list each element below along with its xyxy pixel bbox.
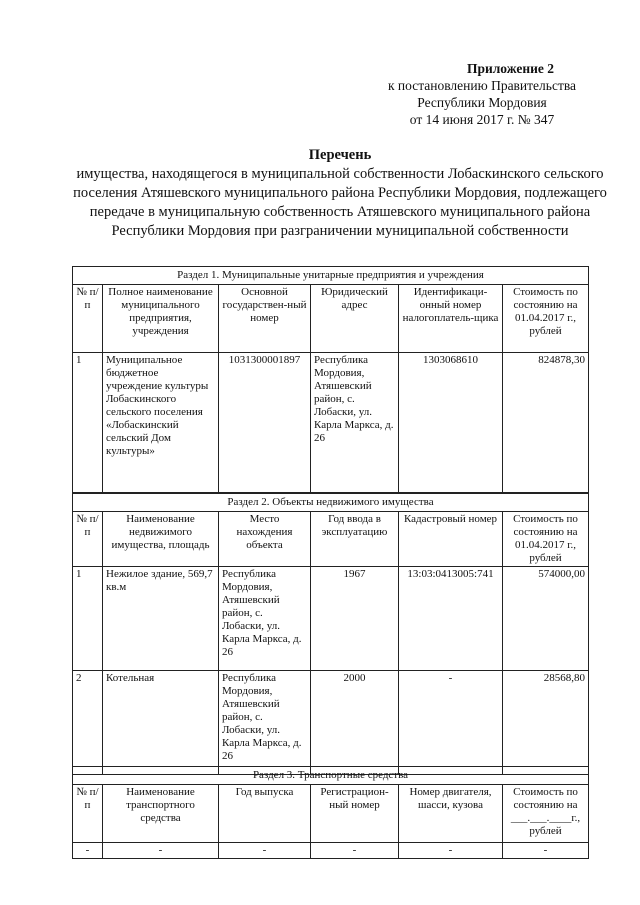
section-2-title: Раздел 2. Объекты недвижимого имущества <box>73 494 589 512</box>
table-cell: 1031300001897 <box>219 353 311 493</box>
table-cell: Республика Мордовия, Атяшевский район, с. Лобаски, ул. Карла Маркса, д. 26 <box>219 567 311 671</box>
table-header: Наименование недвижимого имущества, площадь <box>103 512 219 567</box>
appendix-line-3: от 14 июня 2017 г. № 347 <box>409 112 555 127</box>
table-cell: - <box>311 843 399 859</box>
appendix-line-1: к постановлению Правительства <box>387 78 577 93</box>
table-cell: - <box>503 843 589 859</box>
document-subtitle: имущества, находящегося в муниципальной собственности Лобаскинского сельского поселения Атяшевского муниципального района Республики Мордовия, подлежащего передаче в муниципальную собственность Атяшевского муниципального района Республики Мордовия при разграничении муниципальной собственности <box>73 166 607 239</box>
table-row <box>73 567 589 671</box>
table-cell: 2 <box>73 671 103 775</box>
table-cell: 13:03:0413005:741 <box>399 567 503 671</box>
table-cell: 1 <box>73 353 103 493</box>
table-cell: Нежилое здание, 569,7 кв.м <box>103 567 219 671</box>
document-title: Перечень <box>308 147 372 163</box>
table-header: Идентификаци-онный номер налогоплатель-щика <box>399 285 503 353</box>
table-header: Номер двигателя, шасси, кузова <box>399 785 503 843</box>
table-header: Стоимость по состоянию на 01.04.2017 г., рублей <box>503 512 589 567</box>
table-cell: 28568,80 <box>503 671 589 775</box>
table-row <box>73 671 589 775</box>
table-cell: Муниципальное бюджетное учреждение культуры Лобаскинского сельского поселения «Лобаскинский сельский Дом культуры» <box>103 353 219 493</box>
table-header: Полное наименование муниципального предприятия, учреждения <box>103 285 219 353</box>
table-header: № п/п <box>73 785 103 843</box>
table-header: № п/п <box>73 512 103 567</box>
table-cell: 824878,30 <box>503 353 589 493</box>
table-header: Регистрацион-ный номер <box>311 785 399 843</box>
section-1-title: Раздел 1. Муниципальные унитарные предприятия и учреждения <box>73 267 589 285</box>
table-cell: 2000 <box>311 671 399 775</box>
table-header: Стоимость по состоянию на 01.04.2017 г., рублей <box>503 285 589 353</box>
appendix-title: Приложение 2 <box>466 61 554 76</box>
table-cell: Республика Мордовия, Атяшевский район, с. Лобаски, ул. Карла Маркса, д. 26 <box>311 353 399 493</box>
table-cell: - <box>399 843 503 859</box>
table-row <box>73 353 589 493</box>
table-cell: - <box>399 671 503 775</box>
section-2-table <box>72 493 589 775</box>
table-cell: - <box>103 843 219 859</box>
table-cell: - <box>219 843 311 859</box>
document-heading <box>60 146 620 241</box>
table-header: Год выпуска <box>219 785 311 843</box>
appendix-block <box>352 60 612 128</box>
table-header: Наименование транспортного средства <box>103 785 219 843</box>
table-cell: 1967 <box>311 567 399 671</box>
table-header: Год ввода в эксплуатацию <box>311 512 399 567</box>
table-cell: 1 <box>73 567 103 671</box>
table-cell: 574000,00 <box>503 567 589 671</box>
table-cell: 1303068610 <box>399 353 503 493</box>
table-cell: Республика Мордовия, Атяшевский район, с. Лобаски, ул. Карла Маркса, д. 26 <box>219 671 311 775</box>
table-header: Основной государствен-ный номер <box>219 285 311 353</box>
appendix-line-2: Республики Мордовия <box>417 95 547 110</box>
table-header: Стоимость по состоянию на ___.___.____г., рублей <box>503 785 589 843</box>
table-header: Место нахождения объекта <box>219 512 311 567</box>
table-cell: - <box>73 843 103 859</box>
table-header: № п/п <box>73 285 103 353</box>
section-3-table <box>72 766 589 859</box>
table-row <box>73 843 589 859</box>
table-header: Юридический адрес <box>311 285 399 353</box>
section-3-title: Раздел 3. Транспортные средства <box>73 767 589 785</box>
table-cell: Котельная <box>103 671 219 775</box>
section-1-table <box>72 266 589 493</box>
table-header: Кадастровый номер <box>399 512 503 567</box>
